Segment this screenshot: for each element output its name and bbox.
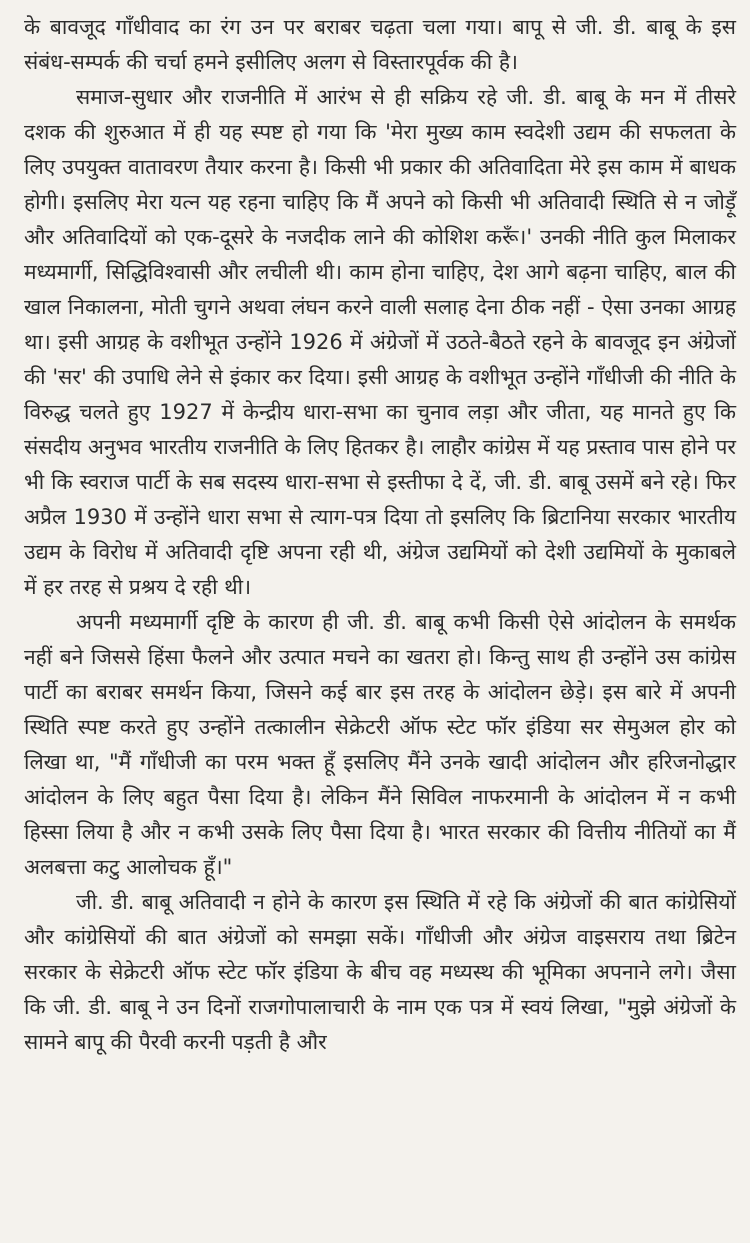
body-text bbox=[24, 10, 736, 1060]
paragraph-social-reform: समाज-सुधार और राजनीति में आरंभ से ही सक्रिय रहे जी. डी. बाबू के मन में तीसरे दशक की शुरुआत में ही यह स्पष्ट हो गया कि 'मेरा मुख्य काम स्वदेशी उद्यम की सफलता के लिए उपयुक्त वातावरण तैयार करना है। किसी भी प्रकार की अतिवादिता मेरे इस काम में बाधक होगी। इसलिए मेरा यत्न यह रहना चाहिए कि मैं अपने को किसी भी अतिवादी स्थिति से न जोड़ूँ और अतिवादियों को एक-दूसरे के नजदीक लाने की कोशिश करूँ।' उनकी नीति कुल मिलाकर मध्यमार्गी, सिद्धिविश्वासी और लचीली थी। काम होना चाहिए, देश आगे बढ़ना चाहिए, बाल की खाल निकालना, मोती चुगने अथवा लंघन करने वाली सलाह देना ठीक नहीं - ऐसा उनका आग्रह था। इसी आग्रह के वशीभूत उन्होंने 1926 में अंग्रेजों में उठते-बैठते रहने के बावजूद इन अंग्रेजों की 'सर' की उपाधि लेने से इंकार कर दिया। इसी आग्रह के वशीभूत उन्होंने गाँधीजी की नीति के विरुद्ध चलते हुए 1927 में केन्द्रीय धारा-सभा का चुनाव लड़ा और जीता, यह मानते हुए कि संसदीय अनुभव भारतीय राजनीति के लिए हितकर है। लाहौर कांग्रेस में यह प्रस्ताव पास होने पर भी कि स्वराज पार्टी के सब सदस्य धारा-सभा से इस्तीफा दे दें, जी. डी. बाबू उसमें बने रहे। फिर अप्रैल 1930 में उन्होंने धारा सभा से त्याग-पत्र दिया तो इसलिए कि ब्रिटानिया सरकार भारतीय उद्यम के विरोध में अतिवादी दृष्टि अपना रही थी, अंग्रेज उद्यमियों को देशी उद्यमियों के मुकाबले में हर तरह से प्रश्रय दे रही थी। bbox=[24, 85, 736, 599]
paragraph-mediator: जी. डी. बाबू अतिवादी न होने के कारण इस स्थिति में रहे कि अंग्रेजों की बात कांग्रेसियों और कांग्रेसियों की बात अंग्रेजों को समझा सकें। गाँधीजी और अंग्रेज वाइसराय तथा ब्रिटेन सरकार के सेक्रेटरी ऑफ स्टेट फॉर इंडिया के बीच वह मध्यस्थ की भूमिका अपनाने लगे। जैसा कि जी. डी. बाबू ने उन दिनों राजगोपालाचारी के नाम एक पत्र में स्वयं लिखा, "मुझे अंग्रेजों के सामने बापू की पैरवी करनी पड़ती है और bbox=[24, 890, 736, 1054]
paragraph-continued: के बावजूद गाँधीवाद का रंग उन पर बराबर चढ़ता चला गया। बापू से जी. डी. बाबू के इस संबंध-सम्पर्क की चर्चा हमने इसीलिए अलग से विस्तारपूर्वक की है। bbox=[24, 15, 736, 74]
paragraph-middle-path: अपनी मध्यमार्गी दृष्टि के कारण ही जी. डी. बाबू कभी किसी ऐसे आंदोलन के समर्थक नहीं बने जिससे हिंसा फैलने और उत्पात मचने का खतरा हो। किन्तु साथ ही उन्होंने उस कांग्रेस पार्टी का बराबर समर्थन किया, जिसने कई बार इस तरह के आंदोलन छेड़े। इस बारे में अपनी स्थिति स्पष्ट करते हुए उन्होंने तत्कालीन सेक्रेटरी ऑफ स्टेट फॉर इंडिया सर सेमुअल होर को लिखा था, "मैं गाँधीजी का परम भक्त हूँ इसलिए मैंने उनके खादी आंदोलन और हरिजनोद्धार आंदोलन के लिए बहुत पैसा दिया है। लेकिन मैंने सिविल नाफरमानी के आंदोलन में न कभी हिस्सा लिया है और न कभी उसके लिए पैसा दिया है। भारत सरकार की वित्तीय नीतियों का मैं अलबत्ता कटु आलोचक हूँ।" bbox=[24, 610, 736, 879]
